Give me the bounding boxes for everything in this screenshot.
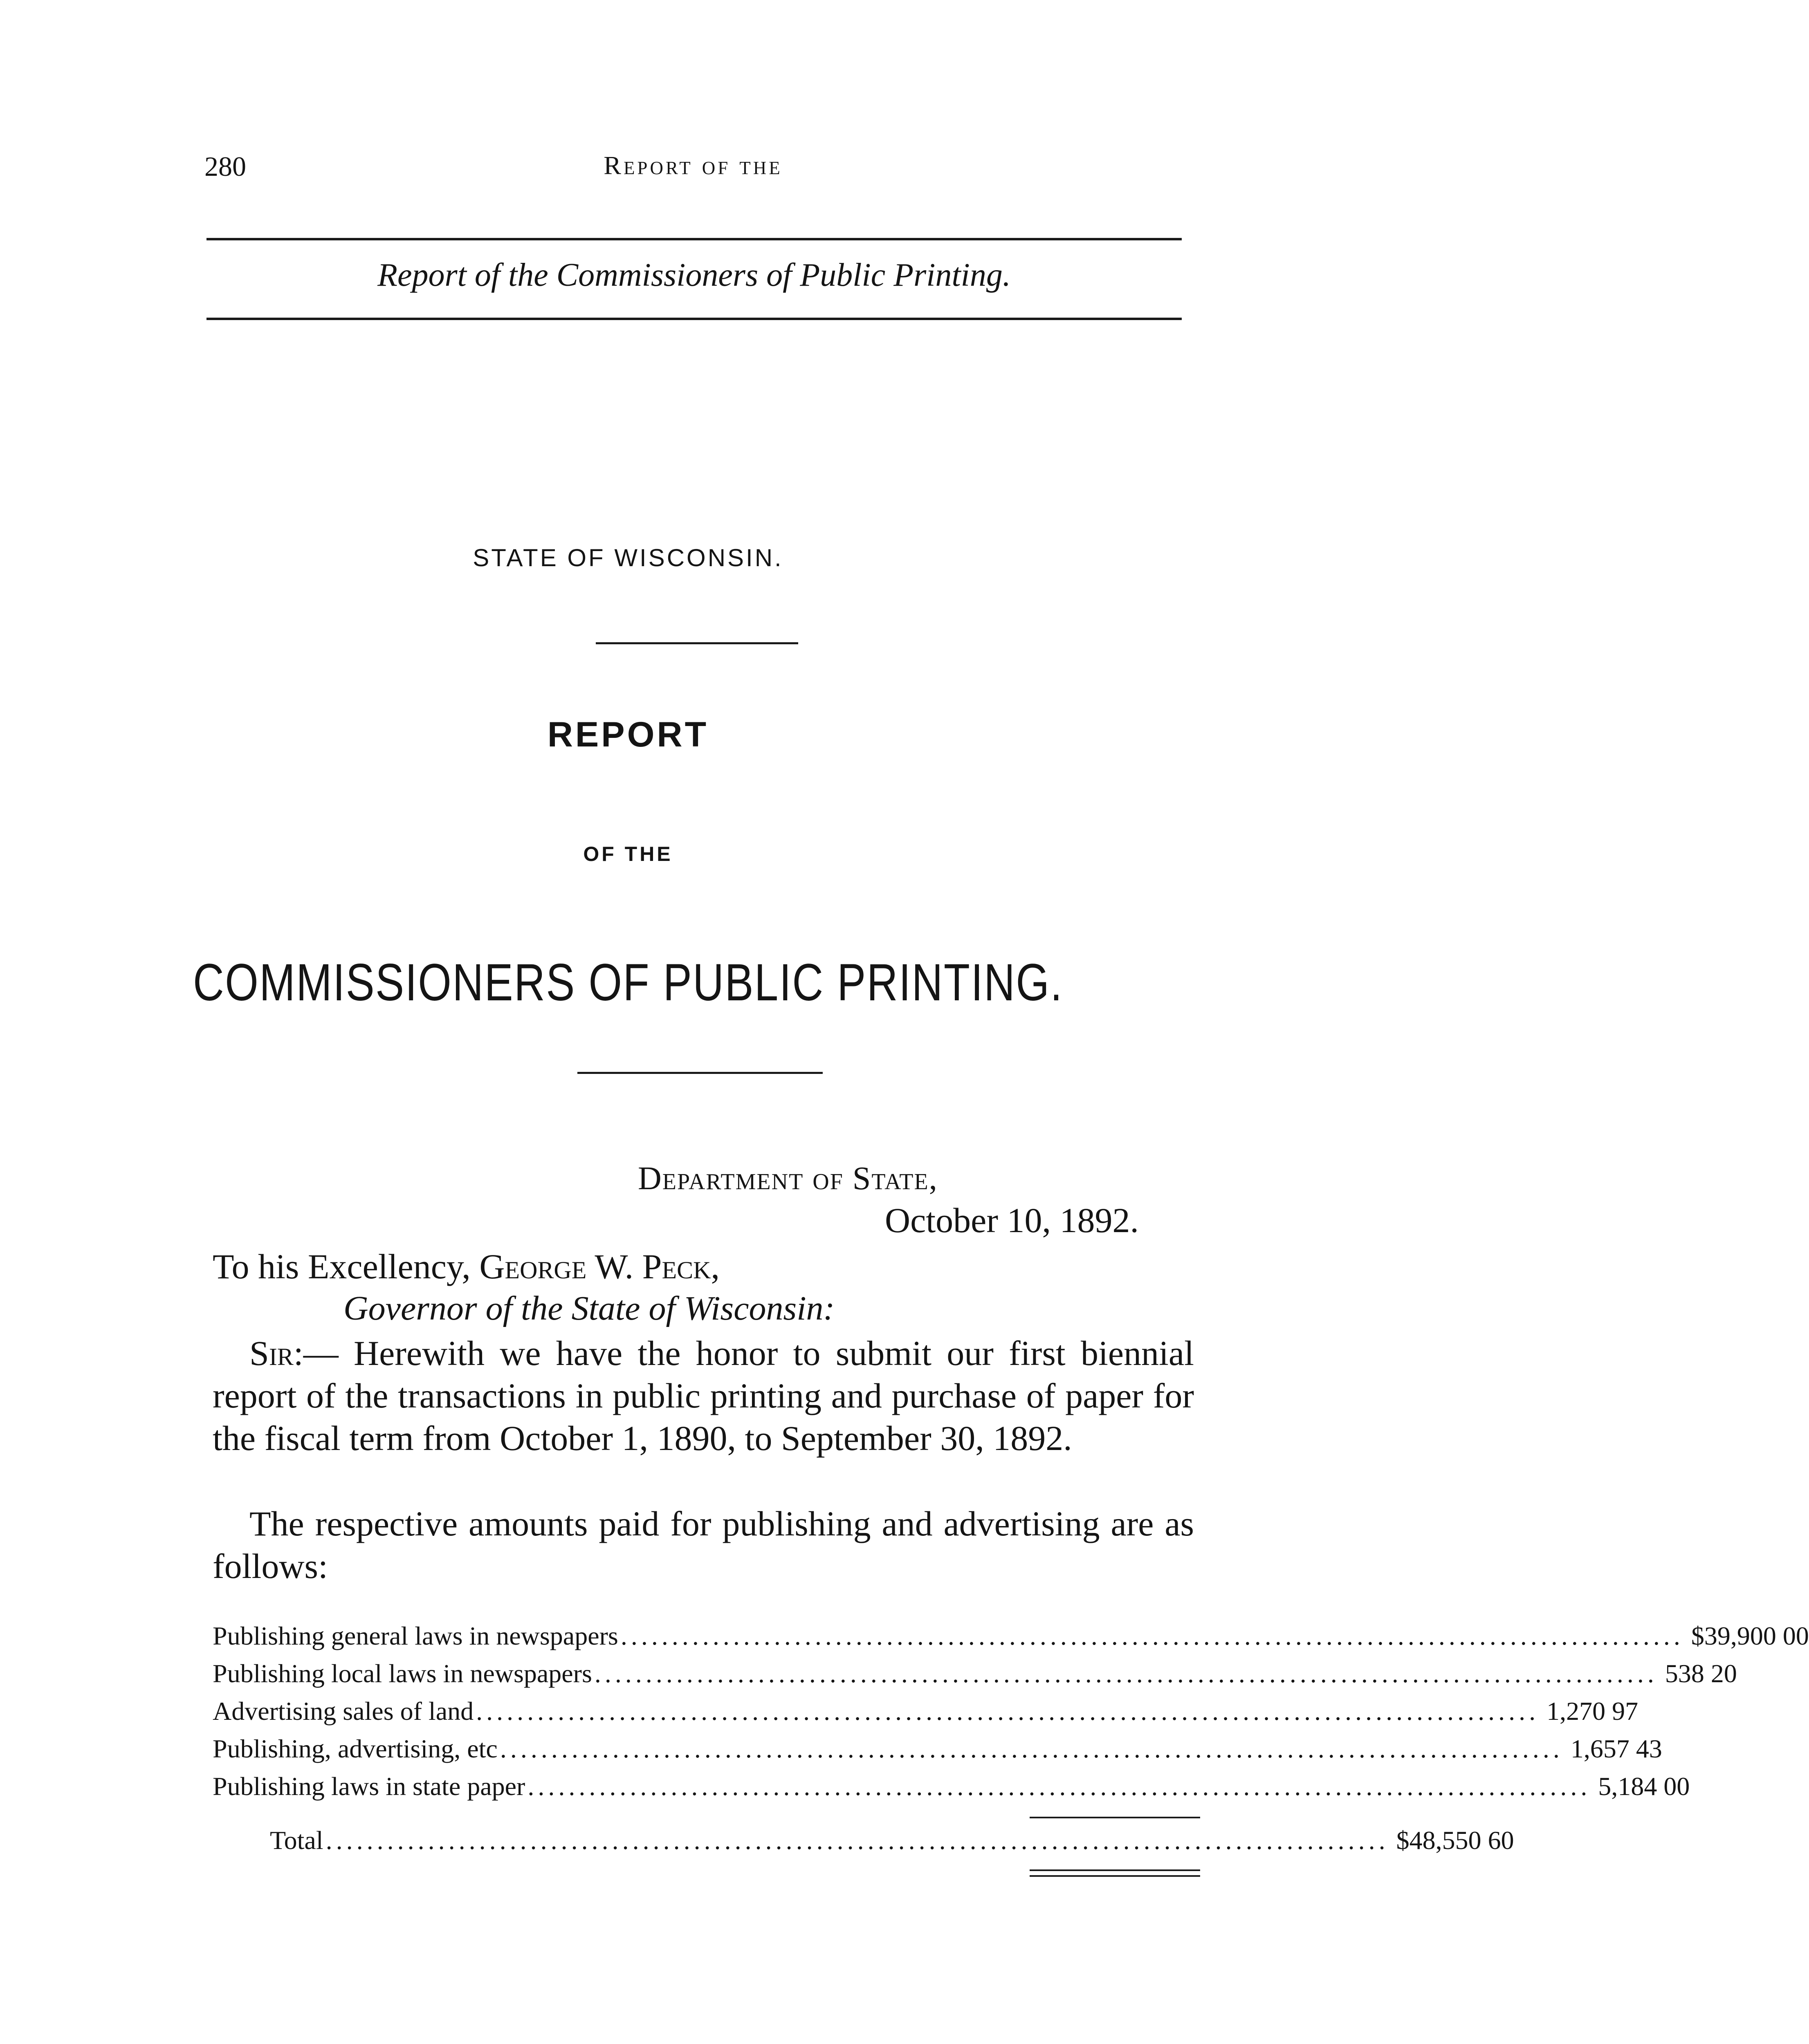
governor-line: Governor of the State of Wisconsin:: [343, 1289, 835, 1327]
salutation: Sir:: [249, 1334, 303, 1373]
of-the-heading: OF THE: [583, 843, 673, 865]
ledger-row: [213, 1621, 1809, 1659]
ledger-label: Publishing local laws in newspapers: [213, 1659, 592, 1688]
ledger-row: [213, 1734, 1662, 1771]
section-subhead: Report of the Commissioners of Public Printing.: [377, 257, 1011, 293]
ledger-total-row: [213, 1825, 1514, 1863]
page-number: 280: [204, 151, 246, 182]
ledger-amount: 1,657 43: [1570, 1734, 1662, 1763]
ledger-row: [213, 1696, 1638, 1734]
ledger-amount: 538 20: [1665, 1659, 1737, 1688]
leader-dots: ........................................................................................................: [620, 1621, 1684, 1650]
ledger-amount: 1,270 97: [1546, 1697, 1638, 1726]
ledger-row: [213, 1771, 1690, 1809]
commissioners-heading: COMMISSIONERS OF PUBLIC PRINTING.: [193, 953, 1064, 1012]
letter-paragraph-1: [213, 1332, 1194, 1459]
total-double-rule: [1030, 1875, 1200, 1877]
report-heading: REPORT: [547, 715, 709, 754]
title-divider-2: [577, 1072, 823, 1074]
ledger-amount: 5,184 00: [1598, 1772, 1690, 1801]
ledger-label: Publishing general laws in newspapers: [213, 1621, 618, 1650]
letter-date: October 10, 1892.: [885, 1201, 1139, 1240]
header-rule-bottom: [206, 318, 1182, 320]
title-divider-1: [596, 642, 798, 644]
ledger-amount: $39,900 00: [1691, 1621, 1809, 1650]
ledger-row: [213, 1659, 1737, 1696]
addressee-prefix: To his Excellency,: [213, 1247, 480, 1286]
addressee-line: [213, 1246, 720, 1287]
running-head: Report of the: [604, 151, 783, 180]
state-heading: STATE OF WISCONSIN.: [473, 544, 783, 572]
addressee-name: George W. Peck,: [479, 1247, 720, 1286]
leader-dots: ........................................................................................................: [325, 1826, 1389, 1855]
leader-dots: ........................................................................................................: [500, 1734, 1563, 1763]
total-double-rule: [1030, 1869, 1200, 1871]
leader-dots: ........................................................................................................: [527, 1772, 1591, 1801]
ledger-label: Advertising sales of land: [213, 1697, 474, 1726]
paragraph-1-text: — Herewith we have the honor to submit our first biennial report of the transactions in public printing and purchase of paper for the fiscal term from October 1, 1890, to September 30, 1892.: [213, 1334, 1194, 1458]
ledger-label: Publishing, advertising, etc: [213, 1734, 498, 1763]
leader-dots: ........................................................................................................: [594, 1659, 1658, 1688]
leader-dots: ........................................................................................................: [476, 1697, 1540, 1726]
sum-rule: [1030, 1817, 1200, 1818]
header-rule-top: [206, 238, 1182, 240]
ledger-total-amount: $48,550 60: [1396, 1826, 1514, 1855]
ledger-total-label: Total: [270, 1826, 323, 1855]
letter-paragraph-2: The respective amounts paid for publishing and advertising are as follows:: [213, 1504, 1194, 1586]
department-line: Department of State,: [638, 1161, 938, 1197]
ledger-label: Publishing laws in state paper: [213, 1772, 525, 1801]
